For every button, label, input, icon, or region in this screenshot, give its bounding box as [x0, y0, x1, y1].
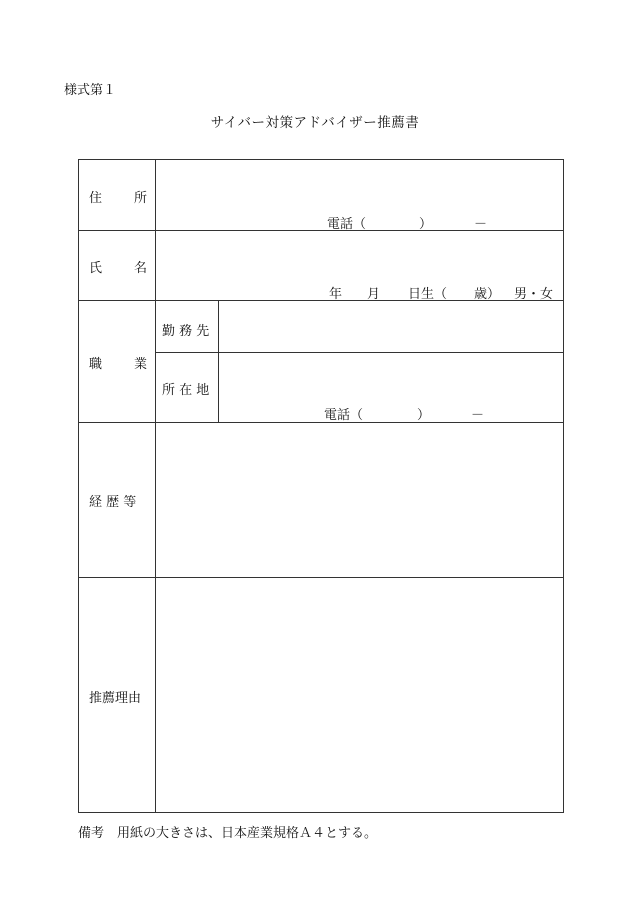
form-number: 様式第１: [64, 83, 117, 98]
location-label: 所 在 地: [162, 383, 210, 398]
address-phone-close: ）: [419, 217, 433, 232]
row-divider-career: [79, 577, 563, 578]
age-label: 歳）: [474, 287, 501, 302]
occupation-label: 職 業: [89, 357, 147, 372]
address-phone-label: 電話（: [327, 217, 367, 232]
gender-label: 男・女: [514, 287, 554, 302]
occupation-phone-dash: －: [471, 408, 485, 423]
label-column-divider: [155, 160, 156, 812]
occupation-phone-label: 電話（: [324, 408, 364, 423]
row-divider-occupation: [79, 422, 563, 423]
occupation-phone-close: ）: [417, 408, 431, 423]
row-divider-address: [79, 230, 563, 231]
row-divider-occupation-inner: [156, 352, 563, 353]
name-label: 氏 名: [89, 261, 147, 276]
document-title: サイバー対策アドバイザー推薦書: [210, 115, 420, 131]
address-label: 住 所: [89, 191, 147, 206]
workplace-label: 勤 務 先: [162, 324, 210, 339]
occupation-sub-divider: [218, 300, 219, 422]
footnote: 備考 用紙の大きさは、日本産業規格Ａ４とする。: [78, 826, 378, 841]
reason-label: 推薦理由: [89, 691, 142, 706]
career-label: 経 歴 等: [89, 495, 137, 510]
birth-year-label: 年: [329, 287, 343, 302]
birth-day-label: 日生（: [408, 287, 448, 302]
birth-month-label: 月: [367, 287, 381, 302]
recommendation-form-table: [78, 159, 564, 813]
address-phone-dash: －: [474, 217, 488, 232]
